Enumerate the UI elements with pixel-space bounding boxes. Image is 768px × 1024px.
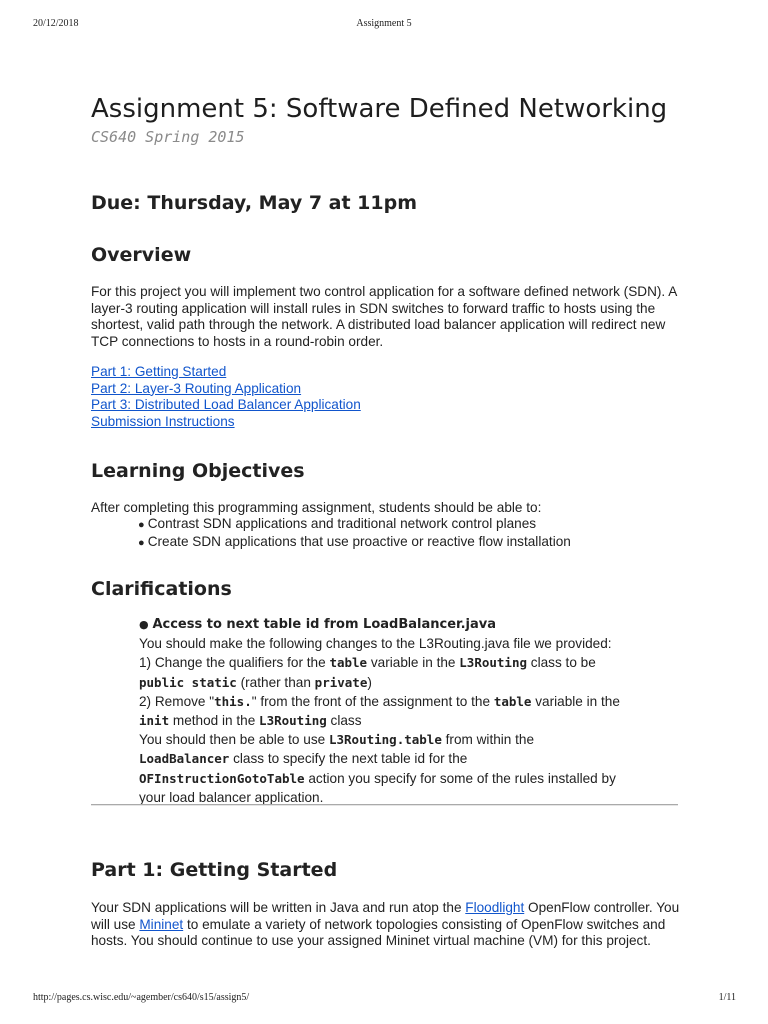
clarification-line: your load balancer application. xyxy=(139,789,324,805)
clarification-line: init method in the L3Routing class xyxy=(139,713,362,729)
objective-item: ● Create SDN applications that use proactive or reactive flow installation xyxy=(138,534,571,552)
page-number: 1/11 xyxy=(718,992,736,1003)
page-title: Assignment 5: Software Defined Networking xyxy=(91,94,668,124)
overview-text: For this project you will implement two control application for a software defined network (SDN). A layer-3 routing application will install rules in SDN switches to forward traffic to hosts using the shortest, valid path through the network. A distributed load balancer application will redirect new TCP connections to hosts in a round-robin order. xyxy=(91,284,677,349)
objectives-heading: Learning Objectives xyxy=(91,460,305,482)
clarification-line: LoadBalancer class to specify the next table id for the xyxy=(139,751,468,767)
link-part3[interactable]: Part 3: Distributed Load Balancer Application xyxy=(91,397,361,412)
clarification-line: 2) Remove "this." from the front of the assignment to the table variable in the xyxy=(139,693,620,709)
print-date: 20/12/2018 xyxy=(33,18,79,29)
clarification-title: ● Access to next table id from LoadBalancer.java xyxy=(139,615,679,634)
due-date-heading: Due: Thursday, May 7 at 11pm xyxy=(91,192,418,214)
page-subtitle: CS640 Spring 2015 xyxy=(91,128,245,146)
part1-heading: Part 1: Getting Started xyxy=(91,859,338,881)
link-part1[interactable]: Part 1: Getting Started xyxy=(91,364,227,379)
print-header xyxy=(0,18,768,38)
clarifications-heading: Clarifications xyxy=(91,578,232,600)
overview-heading: Overview xyxy=(91,244,192,266)
link-part2[interactable]: Part 2: Layer-3 Routing Application xyxy=(91,380,302,396)
print-footer xyxy=(0,992,768,1012)
objectives-list xyxy=(138,516,571,551)
clarification-line: OFInstructionGotoTable action you specify for some of the rules installed by xyxy=(139,770,616,786)
link-submission[interactable]: Submission Instructions xyxy=(91,413,235,429)
clarification-line: You should then be able to use L3Routing.table from within the xyxy=(139,732,535,748)
objectives-intro: After completing this programming assignment, students should be able to: xyxy=(91,500,542,515)
print-url: http://pages.cs.wisc.edu/~agember/cs640/s15/assign5/ xyxy=(33,992,250,1003)
clarification-line: You should make the following changes to the L3Routing.java file we provided: xyxy=(139,636,612,652)
floodlight-link[interactable]: Floodlight xyxy=(465,900,525,915)
clarification-line: 1) Change the qualifiers for the table variable in the L3Routing class to be xyxy=(139,655,596,671)
objective-item: ● Contrast SDN applications and traditional network control planes xyxy=(138,516,571,534)
mininet-link[interactable]: Mininet xyxy=(139,916,184,932)
part1-text: Your SDN applications will be written in Java and run atop the Floodlight OpenFlow controller. You will use Mininet to emulate a variety of network topologies consisting of OpenFlow switches and hosts. You should continue to use your assigned Mininet virtual machine (VM) for this project. xyxy=(91,900,680,948)
horizontal-divider xyxy=(91,804,678,806)
clarification-item xyxy=(139,615,679,807)
section-links xyxy=(91,364,361,430)
clarification-line: public static (rather than private) xyxy=(139,674,372,690)
print-title: Assignment 5 xyxy=(356,18,412,29)
